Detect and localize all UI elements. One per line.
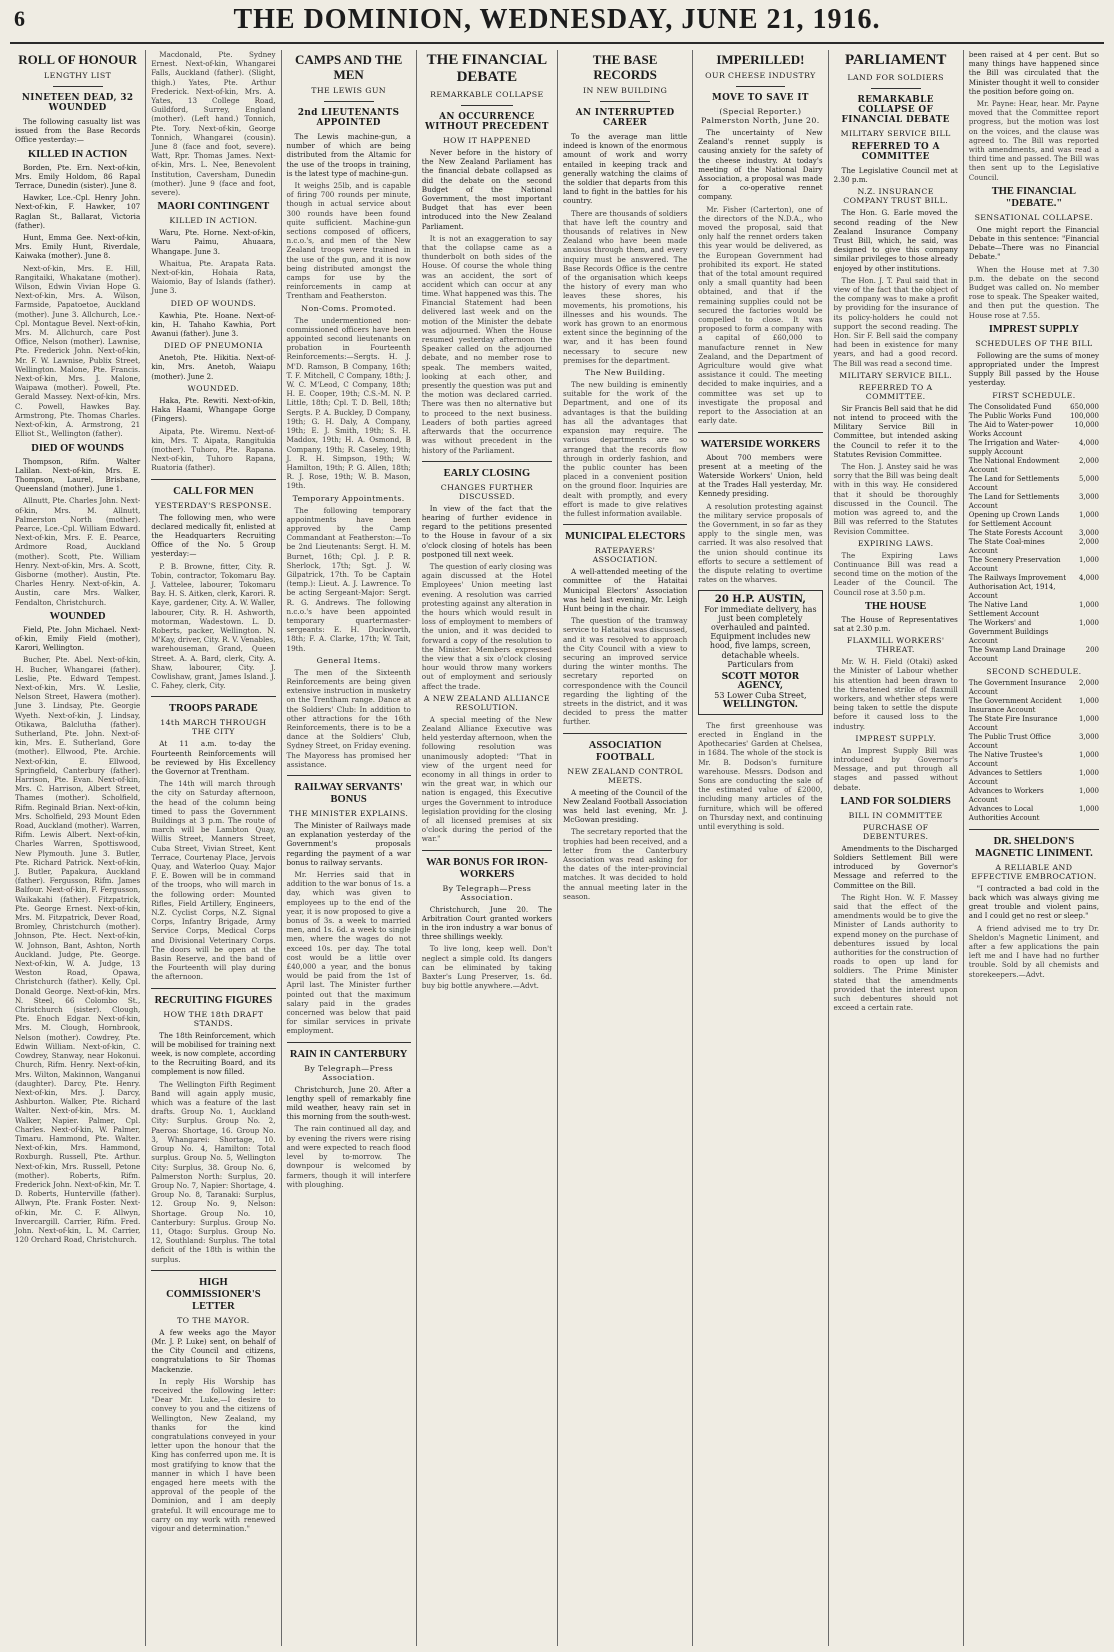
separator bbox=[969, 829, 1099, 830]
schedule-amount: 4,000 bbox=[1078, 438, 1100, 447]
separator bbox=[422, 461, 552, 462]
article-text: Mr. Herries said that in addition to the war bonus of 1s. a day, which was given to employees up to the end of the year, it is now proposed to give a bonus of 3s. a week to married men, and 1s. 6d. a week to single men, where the wages do not exceed 10s. per day. The total cost would be a little over £40,000 a year, and the bonus would be paid from the 1st of April last. The Minister further pointed out that the maximum salary paid in the grades concerned was below that paid for similar services in private employment. bbox=[286, 870, 411, 1036]
subhead-financial-debate: THE FINANCIAL "DEBATE." bbox=[991, 185, 1077, 209]
separator bbox=[53, 86, 103, 87]
article-text: About 700 members were present at a meeting of the Waterside Workers' Union, held at the Trades Hall yesterday, Mr. Kennedy presiding. bbox=[698, 452, 823, 499]
schedule-row bbox=[969, 787, 1099, 805]
schedule-row bbox=[969, 601, 1099, 619]
article-text: In reply His Worship has received the following letter: "Dear Mr. Luke,—I desire to convey to you and the citizens of Wellington, New Zealand, my thanks for the kind congratulations conveyed in your letter upon the honour that the King has conferred upon me. It is most gratifying to know that the manner in which I have been engaged here meets with the approval of the people of the Dominion, and I am deeply grateful. It will encourage me to carry on my work with renewed vigour and determination." bbox=[151, 1376, 276, 1533]
schedule-item: The Scenery Preservation Account bbox=[968, 555, 1061, 573]
ad-text: Equipment includes new hood, five lamps, screen, detachable wheels. Particulars from bbox=[709, 632, 811, 669]
first-schedule-table bbox=[969, 403, 1099, 664]
article-text: Macdonald, Pte. Sydney Ernest. Next-of-kin, Whangarei Falls, Auckland (father). (Slight, thigh.) Yates, Pte. Arthur Frederick. Next-of-kin, Mrs. A. Yates, 13 College Road, Guildford, Surrey, England (mother). (Left hand.) Tonnich, Pte. Tory. Next-of-kin, George Tonnich, Whangarei (cousin). June 8 (face and foot, severe). Watt, Rpr. Thomas James. Next-of-kin, Mrs. L. Nee, Benevolent Institution, Caversham, Dunedin (mother). June 9 (face and foot, severe). bbox=[151, 50, 276, 198]
separator bbox=[287, 775, 411, 776]
schedule-row bbox=[969, 805, 1099, 823]
subhead-died-of-wounds: DIED OF WOUNDS bbox=[31, 442, 124, 454]
schedule-row bbox=[969, 403, 1099, 412]
deck-referred-committee: REFERRED TO A COMMITTEE bbox=[851, 142, 940, 162]
ad-firm: SCOTT MOTOR AGENCY, bbox=[721, 671, 800, 692]
schedule-amount: 3,000 bbox=[1078, 732, 1100, 741]
deck-occurrence: AN OCCURRENCE WITHOUT PRECEDENT bbox=[424, 112, 549, 132]
deck-military-service-bill: MILITARY SERVICE BILL bbox=[840, 129, 951, 138]
article-text: The Hon. G. Earle moved the second reading of the New Zealand Insurance Company Trust Bill, which, he said, was designed to give this company similar privileges to those already enjoyed by other institutions. bbox=[833, 208, 958, 273]
subhead-high-commissioner: HIGH COMMISSIONER'S LETTER bbox=[166, 1276, 261, 1312]
article-text: Sir Francis Bell said that he did not intend to proceed with the Military Service Bill in Committee, but intended asking the Council to refer it to the Statutes Revision Committee. bbox=[833, 403, 958, 459]
separator bbox=[736, 86, 786, 87]
column-5 bbox=[557, 50, 692, 1646]
schedule-row bbox=[969, 751, 1099, 769]
subhead-war-bonus: WAR BONUS FOR IRON-WORKERS bbox=[426, 856, 548, 880]
schedule-item: Opening up Crown Lands for Settlement Account bbox=[968, 510, 1060, 528]
casualty-entry: Field, Pte. John Michael. Next-of-kin, Emily Field (mother), Karori, Wellington. bbox=[15, 624, 141, 653]
article-text: To live long, keep well. Don't neglect a simple cold. Its dangers can be eliminated by taking Baxter's Lung Preserver, 1s. 6d. buy big bottle anywhere.—Advt. bbox=[421, 944, 552, 991]
schedule-row bbox=[969, 538, 1099, 556]
deck-land-for-soldiers: LAND FOR SOLDIERS bbox=[847, 73, 944, 82]
article-text: A special meeting of the New Zealand Alliance Executive was held yesterday afternoon, when the following resolution was unanimously adopted: "That in view of the urgent need for economy in all things in order to win the great war, in which our nation is engaged, this Executive urges the Government to introduce legislation providing for the closing of all licensed premises at six o'clock during the period of the war." bbox=[421, 714, 552, 844]
article-text: "I contracted a bad cold in the back which was always giving me great trouble and violent pains, and I could get no rest or sleep." bbox=[968, 883, 1100, 921]
schedule-row bbox=[969, 475, 1099, 493]
schedule-item: The Land for Settlements Account bbox=[968, 474, 1060, 492]
separator bbox=[151, 696, 275, 697]
column-3 bbox=[281, 50, 416, 1646]
schedule-item: The Public Trust Office Account bbox=[968, 732, 1051, 750]
ad-city: WELLINGTON. bbox=[722, 699, 798, 710]
schedule-amount: 1,000 bbox=[1078, 618, 1100, 627]
separator bbox=[324, 101, 374, 102]
article-text: Aipata, Pte. Wiremu. Next-of-kin, Mrs. T. Aipata, Rangitukia (mother). Tuhoro, Pte. Rapana. Next-of-kin, Tuhoro Rapana, Ruatoria (father). bbox=[151, 426, 276, 473]
deck-how-it-happened: HOW IT HAPPENED bbox=[442, 136, 531, 145]
subhead-rain-canterbury: RAIN IN CANTERBURY bbox=[289, 1048, 408, 1060]
separator bbox=[151, 1270, 275, 1271]
casualty-entry: Thompson, Rifm. Walter Lalilan. Next-of-kin, Mrs. E. Thompson, Laurel, Brisbane, Queensland (mother). June 1. bbox=[15, 456, 141, 494]
subhead-troops-parade: TROOPS PARADE bbox=[168, 703, 258, 715]
article-text: The 14th will march through the city on Saturday afternoon, the head of the column being timed to pass the Government Buildings at 3 p.m. The route of march will be Lambton Quay, Willis Street, Manners Street, Cuba Street, Vivian Street, Kent Terrace, Courtenay Place, Jervois Quay, and Waterloo Quay. Major F. E. Bowen will be in command of the troops, who will march in the following order: Mounted Rifles, Field Artillery, Engineers, N.Z. Cyclist Corps, N.Z. Signal Corps, Infantry Brigade, Army Service Corps, Medical Corps and Divisional Veterinary Corps. The doors will be open at the Basin Reserve, and the band of the Fourteenth will play during the afternoon. bbox=[151, 779, 276, 982]
subhead-municipal-electors: MUNICIPAL ELECTORS bbox=[565, 531, 686, 543]
schedule-row bbox=[969, 457, 1099, 475]
deck-move-to-save: MOVE TO SAVE IT bbox=[711, 93, 809, 103]
subhead-expiring-laws: EXPIRING LAWS. bbox=[857, 538, 934, 548]
schedule-item: The Land for Settlements Account bbox=[968, 492, 1060, 510]
casualty-entry: Hawker, Lce.-Cpl. Henry John. Next-of-kin, F. Hawker, 107 Raglan St., Ballarat, Victoria (father). bbox=[15, 193, 141, 230]
schedule-row bbox=[969, 511, 1099, 529]
separator bbox=[151, 479, 275, 480]
article-text: The secretary reported that the trophies had been received, and a letter from the Canterbury Association was read asking for the dates of the inter-provincial matches. It was decided to hold the annual meeting later in the season. bbox=[563, 827, 688, 901]
masthead bbox=[0, 0, 1114, 46]
schedule-row bbox=[969, 733, 1099, 751]
separator bbox=[871, 88, 921, 89]
ad-address: 53 Lower Cuba Street, bbox=[714, 691, 807, 701]
subhead-killed: KILLED IN ACTION bbox=[28, 148, 128, 160]
schedule-item: Advances to Local Authorities Account bbox=[968, 804, 1040, 822]
deck-referred: REFERRED TO A COMMITTEE. bbox=[858, 382, 933, 401]
article-text: The House of Representatives sat at 2.30 p.m. bbox=[833, 614, 958, 633]
deck-non-coms: Non-Coms. Promoted. bbox=[301, 303, 397, 313]
article-text: When the House met at 7.30 p.m. the debate on the second Budget was called on. No member rose to speak. The Speaker waited, and then put the question. The House rose at 7.55. bbox=[968, 264, 1100, 320]
schedule-item: The State Fire Insurance Account bbox=[968, 714, 1058, 732]
deck-second-schedule: SECOND SCHEDULE. bbox=[986, 666, 1082, 676]
article-text: A meeting of the Council of the New Zealand Football Association was held last evening, Mr. J. McGowan presiding. bbox=[563, 787, 688, 825]
headline-camps-and-men: CAMPS AND THE MEN bbox=[294, 52, 403, 82]
casualty-entry: Waru, Pte. Horne. Next-of-kin, Waru Paimu, Ahuaara, Whangape. June 3. bbox=[151, 228, 276, 256]
article-text: The Hon. J. T. Paul said that in view of the fact that the object of the company was to make a profit by providing for the insurance of its policy-holders he could not support the second reading. The Hon. Sir F. Bell said the company had been in existence for many years, and had a good record. The Bill was read a second time. bbox=[833, 275, 958, 368]
schedule-amount: 3,000 bbox=[1078, 492, 1100, 501]
column-6 bbox=[692, 50, 827, 1646]
separator bbox=[698, 432, 822, 433]
article-text: Amendments to the Discharged Soldiers Settlement Bill were introduced by Governor's Message and referred to the Committee on the Bill. bbox=[833, 843, 958, 890]
schedule-amount: 10,000 bbox=[1074, 420, 1100, 429]
separator bbox=[422, 850, 552, 851]
article-text: The Legislative Council met at 2.30 p.m. bbox=[833, 166, 958, 185]
subhead-early-closing: EARLY CLOSING bbox=[443, 467, 531, 479]
schedule-amount: 4,000 bbox=[1078, 573, 1100, 582]
article-text: The rain continued all day, and by evening the rivers were rising and were expected to reach flood level by to-morrow. The downpour is welcomed by farmers, though it will interfere with ploughing. bbox=[286, 1124, 411, 1189]
schedule-amount: 1,000 bbox=[1078, 714, 1100, 723]
schedule-amount: 1,000 bbox=[1078, 786, 1100, 795]
subhead-imprest-supply: IMPREST SUPPLY bbox=[988, 323, 1079, 335]
schedule-item: The Government Insurance Account bbox=[968, 678, 1066, 696]
advertisement-austin bbox=[698, 590, 822, 714]
article-text: Whaitua, Pte. Arapata Rata. Next-of-kin, Hohaia Rata, Waiomio, Bay of Islands (father). June 3. bbox=[151, 258, 276, 296]
schedule-row bbox=[969, 574, 1099, 601]
article-text: The first greenhouse was erected in England in the Apothecaries' Garden at Chelsea, in 1684. The whole of the stock is Mr. B. Dodson's furniture warehouse. Messrs. Dodson and Sons are conducting the sale of the estimated value of £2000, including many articles of the furniture, which will be offered on Thursday next, and continuing until everything is sold. bbox=[698, 720, 823, 832]
schedule-row bbox=[969, 493, 1099, 511]
deck-bill-in-committee: BILL IN COMMITTEE bbox=[848, 810, 943, 820]
subhead-call-for-men: CALL FOR MEN bbox=[173, 485, 254, 497]
article-text: One might report the Financial Debate in this sentence: "Financial Debate—There was no Financial Debate." bbox=[968, 224, 1100, 262]
headline-imperilled: IMPERILLED! bbox=[716, 52, 805, 67]
deck-nineteen-dead: NINETEEN DEAD, 32 WOUNDED bbox=[21, 93, 134, 113]
article-text: The question of the tramway service to Hataitai was discussed, and it was resolved to approach the City Council with a view to securing an improved service during the winter months. The secretary reported on correspondence with the Council regarding the lighting of the streets in the district, and it was decided to press the matter further. bbox=[563, 616, 688, 727]
deck-remarkable-collapse: REMARKABLE COLLAPSE bbox=[430, 90, 544, 99]
deck-temporary-appointments: Temporary Appointments. bbox=[292, 493, 405, 503]
deck-lengthy-list: LENGTHY LIST bbox=[44, 71, 112, 80]
subhead-association-football: ASSOCIATION FOOTBALL bbox=[588, 739, 662, 763]
schedule-amount: 1,000 bbox=[1078, 555, 1100, 564]
subhead-land-for-soldiers: LAND FOR SOLDIERS bbox=[840, 795, 951, 807]
columns bbox=[10, 50, 1104, 1646]
subhead-flaxmill: FLAXMILL WORKERS' THREAT. bbox=[846, 636, 945, 655]
deck-killed-in-action: KILLED IN ACTION. bbox=[169, 216, 258, 226]
column-8 bbox=[963, 50, 1104, 1646]
article-text: Christchurch, June 20. After a lengthy spell of remarkably fine mild weather, heavy rain set in this morning from the south-west. bbox=[286, 1084, 411, 1122]
article-text: The Right Hon. W. F. Massey said that the effect of the amendments would be to give the Minister of Lands authority to expend money on the purchase of debentures issued by local authorities for the construction of roads to open up land for soldiers. The Prime Minister stated that the amendments provided that the interest upon such debentures should not exceed a certain rate. bbox=[833, 892, 958, 1013]
schedule-item: The Railways Improvement Authorisation Act, 1914, Account bbox=[968, 573, 1067, 600]
schedule-amount: 2,000 bbox=[1078, 456, 1100, 465]
subhead-recruiting-figures: RECRUITING FIGURES bbox=[154, 994, 273, 1006]
column-4 bbox=[416, 50, 557, 1646]
article-text: To the average man little indeed is known of the enormous amount of work and worry entailed in keeping track and generally watching the claims of the soldier that departs from this land to fight in the battles for his country. bbox=[563, 132, 688, 206]
separator bbox=[563, 733, 687, 734]
casualty-entry: Anetoh, Pte. Hikitia. Next-of-kin, Mrs. Anetoh, Waiapu (mother). June 2. bbox=[151, 353, 276, 381]
column-2 bbox=[145, 50, 280, 1646]
article-text: P. B. Browne, fitter, City. R. Tobin, contractor, Tokomaru Bay. J. Vattelee, labourer, Tokomaru Bay. H. S. Aitken, clerk, Karori. R. Kaye, gardener, City. A. W. Waller, labourer, City. R. H. Ashworth, motorman, Wadestown. L. D. Roberts, packer, Wellington. N. M'Kay, driver, City. R. V. Venables, warehouseman, Grand, Queen Street. A. A. Bard, clerk, City. A. Shaw, labourer, City. J. Cowlishaw, grant, James Island. J. C. Fahey, clerk, City. bbox=[151, 561, 276, 691]
schedule-row bbox=[969, 529, 1099, 538]
deck-control-meets: NEW ZEALAND CONTROL MEETS. bbox=[567, 766, 683, 785]
schedule-amount: 3,000 bbox=[1078, 528, 1100, 537]
article-text: Never before in the history of the New Zealand Parliament has the financial debate collapsed as did the debate on the second Budget of the National Government, the most important Budget that has ever been introduced into the New Zealand Parliament. bbox=[421, 148, 552, 231]
schedule-row bbox=[969, 679, 1099, 697]
article-text: Christchurch, June 20. The Arbitration Court granted workers in the iron industry a war bonus of three shillings weekly. bbox=[421, 904, 552, 942]
article-text: The Hon. J. Anstey said he was sorry that the Bill was being dealt with in this way. He considered that it should be thoroughly discussed in the Council. The motion was agreed to, and the Bill was referred to the Statutes Revision Committee. bbox=[833, 462, 958, 536]
deck-first-schedule: FIRST SCHEDULE. bbox=[992, 390, 1076, 400]
article-text: The undermentioned non-commissioned officers have been appointed second lieutenants on probation in Fourteenth Reinforcements:—Sergts. H. J. M'D. Ramson, B Company, 16th; T. F. Mitchell, C Company, 18th; J. W. C. M'Leod, C Company, 18th; H. E. Cooper, 19th; C.S.-M. N. P. Little, 18th; Cpl. T. D. Bell, 18th; Sergts. P. A. Buckley, D Company, 19th; G. H. Daly, A Company, 19th; E. J. Smith, 19th; S. H. Maddox, 19th; H. A. Osmond, B Company, 19th; R. Caseley, 19th; J. R. H. Simpson, 19th; W. Hamilton, 19th; P. G. Allen, 18th; R. J. Rose, 19th; W. B. Mason, 19th. bbox=[286, 315, 411, 491]
article-text: An Imprest Supply Bill was introduced by Governor's Message, and put through all stages and passed without debate. bbox=[833, 745, 958, 792]
deck-alliance: A NEW ZEALAND ALLIANCE RESOLUTION. bbox=[423, 693, 550, 712]
subhead-dr-sheldon: DR. SHELDON'S MAGNETIC LINIMENT. bbox=[975, 835, 1093, 859]
subhead-waterside-workers: WATERSIDE WORKERS bbox=[700, 438, 821, 450]
article-text: It weighs 25lb, and is capable of firing 700 rounds per minute, though in actual service about 300 rounds have been found quite sufficient. Machine-gun sections composed of officers, n.c.o.'s, and men of the New Zealand troops were trained in the use of the gun, and it is now being distributed amongst the camps for use by the reinforcements in camp at Trentham and Featherston. bbox=[286, 181, 411, 301]
schedule-amount: 650,000 bbox=[1070, 402, 1100, 411]
schedule-row bbox=[969, 556, 1099, 574]
schedule-row bbox=[969, 421, 1099, 439]
article-text: The following temporary appointments have been approved by the Camp Commandant at Featherston:—To be 2nd Lieutenants: Sergt. H. M. Burnet, 16th; Cpl. J. P. R. Sherlock, 17th; Sgt. J. W. Gilpatrick, 17th. To be Captain (temp.): Lieut. A. J. Lawrence. To be acting Sergeant-Major: Sergt. R. G. Andrews. The following n.c.o.'s have been appointed temporary quartermaster-sergeants: E. H. Duckworth, 18th; F. A. Clarke, 17th; W. Tait, 19th. bbox=[286, 505, 411, 653]
article-text: Bucher, Pte. Abel. Next-of-kin, H. Bucher, Whangarei (father). Leslie, Pte. Edward Tempest. Next-of-kin, Mrs. W. Leslie, Nelson Street, Hawera (mother). June 3. Lindsay, Pte. Georgie Wyeth. Next-of-kin, J. Lindsay, Otikawa, Balclutha (father). Sutherland, Pte. John. Next-of-kin, Mrs. E. Sutherland, Gore (mother). Ellwood, Pte. Archie. Next-of-kin, E. Ellwood, Springfield, Canterbury (father). Harrison, Pte. Evan. Next-of-kin, Mrs. C. Harrison, Albert Street, Thames (mother). Scholfield, Rifm. Reginald Brian. Next-of-kin, Mrs. Scholfield, 293 Mount Eden Road, Auckland (mother). Warren, Rifm. Lewis Albert. Next-of-kin, Charles Warren, Spottiswood, New Plymouth. June 3. Butler, Pte. Richard Patrick. Next-of-kin, J. Butler, Papakura, Auckland (father). Fergusson, Rifm. James Balfour. Next-of-kin, F. Fergusson, Waikakahi (father). Fitzpatrick, Pte. George Ernest. Next-of-kin, Mrs. M. Fitzpatrick, Dever Road, Bromley, Christchurch (mother). Johnson, Pte. Hect. Next-of-kin, W. Johnson, Bant, Ashton, North Auckland. Judge, Pte. George. Next-of-kin, W. A. Judge, 13 Weston Road, Opawa, Christchurch (father). Kelly, Cpl. Donald George. Next-of-kin, Mrs. N. Steel, 66 Colombo St., Christchurch (sister). Clough, Pte. Enoch Edgar. Next-of-kin, Mrs. M. Clough, Hornbrook, Nelson (mother). Cowdrey, Pte. Edwin William. Next-of-kin, C. Cowdrey, Stanway, near Hokonui. Church, Rifm. Henry. Next-of-kin, Mrs. Wilton, Makinnon, Wanganui (daughter). Darcy, Pte. Henry. Next-of-kin, Mrs. J. Darcy, Ashburton. Walker, Pte. Richard Walter. Next-of-kin, Mrs. M. Walker, Napier. Palmer, Cpl. Charles. Next-of-kin, W. Palmer, Timaru. Hammond, Pte. Walter. Next-of-kin, Mrs. Hammond, Roxburgh. Russell, Pte. Arthur. Next-of-kin, Mrs. Russell, Petone (mother). Roberts, Rifm. Frederick John. Next-of-kin, Mr. T. D. Roberts, Hunterville (father). Allwyn, Pte. Frank Foster. Next-of-kin, Mr. C. F. Allwyn, Invercargill. Carrier, Rifm. Fred. John. Next-of-kin, L. M. Carrier, 120 Orchard Road, Christchurch. bbox=[15, 655, 141, 1245]
article-text: The Minister of Railways made an explanation yesterday of the Government's proposals regarding the payment of a war bonus to railway servants. bbox=[286, 821, 411, 867]
article-text: The question of early closing was again discussed at the Hotel Employees' Union meeting last evening. A resolution was carried protesting against any alteration in the hours which would result in loss of employment to members of the union, and it was decided to forward a copy of the resolution to the Minister. Members expressed the view that a six o'clock closing hour would throw many workers out of employment and seriously affect the trade. bbox=[421, 561, 552, 691]
deck-schedules: SCHEDULES OF THE BILL bbox=[975, 338, 1093, 348]
separator bbox=[461, 105, 513, 106]
article-text: The Lewis machine-gun, a number of which are being distributed from the Altamic for the use of the troops in training, is the latest type of machine-gun. bbox=[286, 132, 411, 178]
subhead-the-house: THE HOUSE bbox=[864, 600, 927, 612]
headline-financial-debate: THE FINANCIAL DEBATE bbox=[426, 52, 548, 85]
schedule-item: The Aid to Water-power Works Account bbox=[968, 420, 1054, 438]
schedule-item: The Public Works Fund bbox=[968, 411, 1052, 420]
casualty-entry: Hunt, Emma Gee. Next-of-kin, Mrs. Emily Hunt, Riverdale, Kaiwaka (mother). June 8. bbox=[15, 233, 141, 261]
deck-sensational-collapse: SENSATIONAL COLLAPSE. bbox=[974, 212, 1094, 222]
headline-base-records: THE BASE RECORDS bbox=[592, 52, 658, 82]
deck-died-of-wounds: DIED OF WOUNDS. bbox=[170, 298, 257, 308]
deck-ratepayers: RATEPAYERS' ASSOCIATION. bbox=[592, 546, 658, 565]
schedule-item: Advances to Workers Account bbox=[968, 786, 1044, 804]
deck-purchase-debentures: PURCHASE OF DEBENTURES. bbox=[862, 822, 929, 841]
article-text: A few weeks ago the Mayor (Mr. J. P. Luke) sent, on behalf of the City Council and citizens, congratulations to Sir Thomas Mackenzie. bbox=[151, 1327, 276, 1374]
masthead-title: THE DOMINION, WEDNESDAY, JUNE 21, 1916. bbox=[233, 4, 881, 35]
deck-general-items: General Items. bbox=[316, 655, 381, 665]
article-text: A well-attended meeting of the committee of the Hataitai Municipal Electors' Association was held last evening, Mr. Leigh Hunt being in the chair. bbox=[563, 567, 688, 613]
deck-minister-explains: THE MINISTER EXPLAINS. bbox=[289, 809, 409, 818]
schedule-amount: 1,000 bbox=[1078, 804, 1100, 813]
ad-title: 20 H.P. AUSTIN, bbox=[714, 594, 806, 606]
article-text: A friend advised me to try Dr. Sheldon's Magnetic Liniment, and after a few applications the pain left me and I have had no further trouble. Sold by all chemists and storekeepers.—Advt. bbox=[968, 923, 1100, 979]
deck-embrocation: A RELIABLE AND EFFECTIVE EMBROCATION. bbox=[971, 862, 1097, 881]
schedule-amount: 2,000 bbox=[1078, 537, 1100, 546]
schedule-row bbox=[969, 697, 1099, 715]
schedule-item: The State Forests Account bbox=[968, 528, 1063, 537]
article-text: A resolution protesting against the military service proposals of the Government, in so far as they apply to the single men, was carried. It was also resolved that the union should continue its efforts to secure a settlement of the dispute relating to overtime rates on the wharves. bbox=[698, 501, 823, 585]
deck-died-of-pneumonia: DIED OF PNEUMONIA bbox=[163, 341, 263, 351]
column-7 bbox=[828, 50, 963, 1646]
schedule-row bbox=[969, 715, 1099, 733]
article-text: The Wellington Fifth Regiment Band will again apply music, which was a feature of the last drafts. Group No. 1, Auckland City: Surplus. Group No. 2, Paeroa: Shortage, 16. Group No. 3, Whangarei: Shortage, 10. Group No. 4, Hamilton: Total surplus. Group No. 5, Wellington City: Surplus, 38. Group No. 6, Palmerston North: Surplus, 20. Group No. 7, Napier: Shortage, 4. Group No. 8, Taranaki: Surplus, 12. Group No. 9, Nelson: Shortage. Group No. 10, Canterbury: Surplus. Group No. 11, Otago: Surplus. Group No. 12, Southland: Surplus. The total deficit of the 18th is within the surplus. bbox=[151, 1079, 276, 1264]
separator bbox=[563, 524, 687, 525]
headline-parliament: PARLIAMENT bbox=[844, 52, 947, 68]
schedule-amount: 5,000 bbox=[1078, 474, 1100, 483]
casualty-entry: Haka, Pte. Rewiti. Next-of-kin, Haka Haami, Whangape Gorge (Fingers). bbox=[151, 395, 276, 424]
second-schedule-table bbox=[969, 679, 1099, 823]
schedule-item: The Native Land Settlement Account bbox=[968, 600, 1040, 618]
deck-lewis-gun: THE LEWIS GUN bbox=[311, 86, 387, 95]
article-text: Mr. Payne: Hear, hear. Mr. Payne moved that the Committee report progress, but the motion was lost on the voices, and the clause was agreed to. The Bill was reported with amendments, and was read a third time and passed. The Bill was then sent up to the Legislative Council. bbox=[968, 99, 1100, 182]
article-text: It is not an exaggeration to say that the collapse came as a thunderbolt on both sides of the House. Of course the whole thing was an accident, the sort of accident which can occur at any time. What happened was this. The Financial Statement had been delivered last week and on the motion of the Minister the debate was adjourned. When the House resumed yesterday afternoon the Speaker called on the adjourned debate, and no member rose to speak. The members waited, looking at each other, and presently the question was put and the motion was declared carried. There was then no alternative but to proceed to the next business. Leaders of both parties agreed afterwards that the occurrence was without precedent in the history of the Parliament. bbox=[421, 233, 552, 455]
deck-new-building: IN NEW BUILDING bbox=[582, 86, 668, 95]
byline: By Telegraph—Press Association. bbox=[304, 1063, 394, 1082]
article-text: Following are the sums of money appropriated under the Imprest Supply Bill passed by the House yesterday. bbox=[968, 350, 1100, 388]
deck-interrupted-career: AN INTERRUPTED CAREER bbox=[575, 108, 675, 128]
casualty-entry: Kawhia, Pte. Hoane. Next-of-kin, H. Tahaho Kawhia, Port Awanui (father). June 3. bbox=[151, 310, 276, 339]
deck-remarkable-collapse: REMARKABLE COLLAPSE OF FINANCIAL DEBATE bbox=[841, 95, 950, 125]
article-text: Mr. Fisher (Carterton), one of the directors of the N.D.A., who moved the proposal, said that only half the rennet orders taken this year would be delivered, as the European Government had prohibited its export. He stated that of the total amount required only a small quantity had been obtained, and that if the remaining supplies could not be secured the factories would be compelled to close. It was proposed to form a company with a capital of £60,000 to manufacture rennet in New Zealand, and the Department of Agriculture would give what assistance it could. The meeting decided to make inquiries, and a committee was set up to investigate the proposal and report to the Association at an early date. bbox=[698, 204, 823, 426]
deck-changes-discussed: CHANGES FURTHER DISCUSSED. bbox=[440, 482, 533, 501]
separator bbox=[151, 988, 275, 989]
schedule-item: The Swamp Land Drainage Account bbox=[968, 645, 1066, 663]
article-text: The uncertainty of New Zealand's rennet supply is causing anxiety for the safety of the cheese industry. At today's meeting of the National Dairy Association, a proposal was made for a co-operative rennet company. bbox=[698, 128, 823, 202]
schedule-amount: 1,000 bbox=[1078, 600, 1100, 609]
deck-2nd-lieutenants: 2nd LIEUTENANTS APPOINTED bbox=[297, 108, 400, 128]
schedule-row bbox=[969, 439, 1099, 457]
byline: By Telegraph—Press Association. bbox=[442, 883, 532, 902]
subhead-military-service: MILITARY SERVICE BILL. bbox=[839, 370, 953, 380]
subhead-insurance-bill: N.Z. INSURANCE COMPANY TRUST BILL. bbox=[843, 187, 949, 206]
schedule-item: The National Endowment Account bbox=[968, 456, 1060, 474]
schedule-amount: 1,000 bbox=[1078, 696, 1100, 705]
schedule-item: The Native Trustee's Account bbox=[968, 750, 1043, 768]
separator bbox=[287, 1042, 411, 1043]
schedule-item: Advances to Settlers Account bbox=[968, 768, 1042, 786]
article-text: The following men, who were declared medically fit, enlisted at the Headquarters Recruiting Office of the No. 5 Group yesterday:— bbox=[151, 512, 276, 559]
subhead-imprest-supply: IMPREST SUPPLY. bbox=[855, 733, 936, 743]
article-text: been raised at 4 per cent. But so many things have happened since the Bill was circulated that the Minister thought it well to consider the position before going on. bbox=[968, 50, 1100, 96]
article-text: Mr. W. H. Field (Otaki) asked the Minister of Labour whether his attention had been drawn to the threatened strike of flaxmill workers, and whether steps were being taken to settle the dispute before it caused loss to the industry. bbox=[833, 657, 958, 731]
schedule-item: The Irrigation and Water-supply Account bbox=[968, 438, 1060, 456]
schedule-item: The State Coal-mines Account bbox=[968, 537, 1045, 555]
article-intro: The following casualty list was issued from the Base Records Office yesterday:— bbox=[15, 117, 141, 145]
deck-yesterdays-response: YESTERDAY'S RESPONSE. bbox=[154, 500, 272, 510]
schedule-item: The Workers' and Government Buildings Account bbox=[968, 618, 1049, 645]
deck-14th-march: 14th MARCH THROUGH THE CITY bbox=[160, 718, 267, 737]
schedule-item: The Government Accident Insurance Account bbox=[968, 696, 1062, 714]
schedule-amount: 200 bbox=[1085, 645, 1100, 654]
schedule-amount: 1,000 bbox=[1078, 510, 1100, 519]
schedule-amount: 2,000 bbox=[1078, 678, 1100, 687]
ad-text: For immediate delivery, has just been completely overhauled and painted. bbox=[704, 604, 817, 632]
article-text: The new building is eminently suitable for the work of the Department, and one of its advantages is that the building has all the advantages that expansion may require. The various departments are so arranged that the records flow through in orderly fashion, and the public counter has been placed in a convenient position on the ground floor. Inquiries are dealt with promptly, and every effort is made to give relatives the fullest information available. bbox=[563, 380, 688, 518]
schedule-amount: 1,000 bbox=[1078, 768, 1100, 777]
masthead-rule bbox=[10, 42, 1104, 44]
page-number: 6 bbox=[14, 6, 25, 31]
deck-cheese-industry: OUR CHEESE INDUSTRY bbox=[705, 71, 816, 80]
deck-18th-draft: HOW THE 18th DRAFT STANDS. bbox=[163, 1009, 264, 1028]
article-text: Next-of-kin, Mrs. E. Hill, Rangitaiki, Whakatane (mother). Wilson, Edwin Vivian Hope G. Next-of-kin, Mrs. A. Wilson, Farmside, Papatoetoe, Auckland (mother). June 3. Allchurch, Lce.-Cpl. Montague Bevel. Next-of-kin, Mrs. M. Allchurch, care Post Office, Nelson (mother). Lawnise, Pte. Frederick John. Next-of-kin, Mr. F. W. Lawnise, Publix Street, Wellington. Malone, Pte. Francis. Next-of-kin, Mrs. J. Malone, Waipawa (mother). Powell, Pte. Gerald Massey. Next-of-kin, Mrs. C. Powell, Hawkes Bay. Armstrong, Pte. Thomas Charles. Next-of-kin, A. Armstrong, 21 Elliot St., Wellington (father). bbox=[15, 263, 141, 439]
schedule-row bbox=[969, 646, 1099, 664]
article-text: The men of the Sixteenth Reinforcements are being given extensive instruction in musketry on the Trentham range. Dance at the Soldiers' Club: In addition to other attractions for the 16th Reinforcements, there is to be a dance at the Soldiers' Club, Sydney Street, on Friday evening. The Mayoress has promised her assistance. bbox=[286, 667, 411, 769]
deck-to-the-mayor: TO THE MAYOR. bbox=[177, 1315, 250, 1325]
article-text: There are thousands of soldiers that have left the country and thousands of relatives in New Zealand who have been made anxious through them, and every inquiry must be answered. The Base Records Office is the centre of the organisation which keeps the history of every man who leaves these shores, his movements, his promotions, his illnesses and his wounds. The work has grown to an enormous extent since the beginning of the war, and it has been found necessary to secure new premises for the department. bbox=[563, 208, 688, 365]
schedule-item: The Consolidated Fund bbox=[968, 402, 1052, 411]
deck-wounded: WOUNDED. bbox=[187, 383, 240, 393]
subhead-railway-bonus: RAILWAY SERVANTS' BONUS bbox=[294, 782, 403, 805]
subhead-wounded: WOUNDED bbox=[49, 610, 106, 622]
schedule-row bbox=[969, 412, 1099, 421]
article-text: In view of the fact that the hearing of further evidence in regard to the petitions presented to the House in favour of a six o'clock closing of hotels has been postponed till next week. bbox=[421, 503, 552, 559]
article-text: Allnutt, Pte. Charles John. Next-of-kin, Mrs. M. Allnutt, Palmerston North (mother). Pearce, Lce.-Cpl. William Edward. Next-of-kin, Mrs. F. E. Pearce, Ardmore Road, Auckland (mother). Scott, Pte. William Henry. Next-of-kin, Mrs. A. Scott, Gisborne (mother). Austin, Pte. Charles Henry. Next-of-kin, A. Austin, care Mrs. Walker, Fendalton, Christchurch. bbox=[15, 496, 141, 607]
schedule-row bbox=[969, 619, 1099, 646]
subhead-maori-contingent: MAORI CONTINGENT bbox=[157, 201, 270, 213]
schedule-amount: 1,000 bbox=[1078, 750, 1100, 759]
deck-the-new-building: The New Building. bbox=[584, 368, 666, 378]
article-text: The 18th Reinforcement, which will be mobilised for training next week, is now complete, according to the Recruiting Board, and its complement is now filled. bbox=[151, 1030, 276, 1077]
headline-roll-of-honour: ROLL OF HONOUR bbox=[18, 52, 137, 67]
article-text: The Expiring Laws Continuance Bill was read a second time on the motion of the Leader of the Council. The Council rose at 3.50 p.m. bbox=[833, 550, 958, 597]
dateline: (Special Reporter.) Palmerston North, June 20. bbox=[701, 107, 820, 125]
casualty-entry: Borden, Pte. Ern. Next-of-kin, Mrs. Emily Holdom, 86 Rapal Terrace, Dunedin (sister). June 8. bbox=[15, 162, 141, 191]
schedule-amount: 100,000 bbox=[1070, 411, 1100, 420]
article-text: At 11 a.m. to-day the Fourteenth Reinforcements will be reviewed by His Excellency the Governor at Trentham. bbox=[151, 739, 276, 776]
separator bbox=[600, 101, 650, 102]
schedule-row bbox=[969, 769, 1099, 787]
column-1 bbox=[10, 50, 145, 1646]
